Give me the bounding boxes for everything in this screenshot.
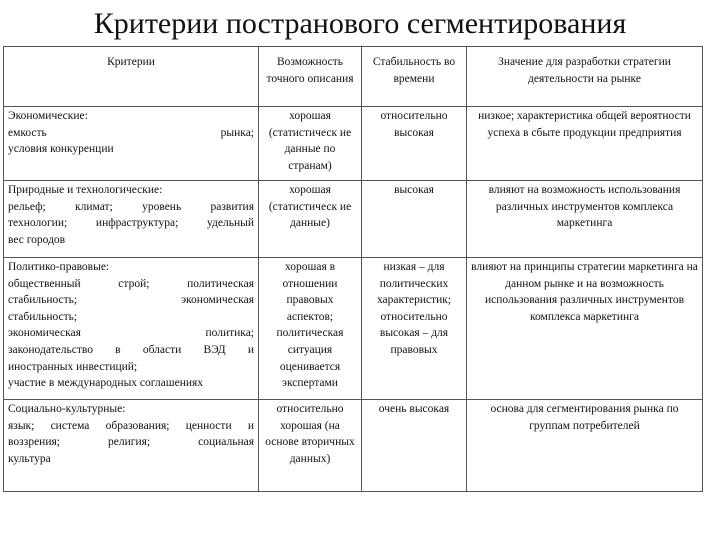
precision-cell: хорошая в отношении правовых аспектов; политическая ситуация оценивается экспертами (259, 258, 362, 400)
significance-cell: основа для сегментирования рынка по группам потребителей (467, 400, 703, 492)
criteria-cell (4, 258, 259, 400)
header-criteria: Критерии (4, 47, 259, 107)
precision-cell: относительно хорошая (на основе вторичных данных) (259, 400, 362, 492)
stability-cell: относительно высокая (362, 107, 467, 181)
criteria-detail-line: законодательство в области ВЭД и (8, 343, 254, 356)
segmentation-criteria-table (3, 46, 703, 492)
criteria-detail-line: стабильность; (8, 310, 78, 323)
table-row (4, 400, 703, 492)
criteria-cell (4, 107, 259, 181)
criteria-cell (4, 181, 259, 258)
criteria-detail-line: экономическая политика; (8, 327, 254, 340)
precision-cell: хорошая (статистическ ие данные) (259, 181, 362, 258)
significance-cell: влияют на возможность использования различных инструментов комплекса маркетинга (467, 181, 703, 258)
criteria-detail-line: культура (8, 452, 51, 465)
table-row (4, 181, 703, 258)
criteria-detail-line: рельеф; климат; уровень развития (8, 200, 254, 213)
criteria-name: Экономические: (8, 110, 88, 122)
criteria-detail-line: условия конкуренции (8, 143, 114, 156)
criteria-detail-line: вес городов (8, 233, 66, 246)
slide-title: Критерии пострaнового сегментирования (93, 7, 627, 40)
criteria-name: Природные и технологические: (8, 184, 163, 196)
table-row (4, 107, 703, 181)
criteria-detail-line: технологии; инфраструктура; удельный (8, 217, 254, 230)
significance-cell: влияют на принципы стратегии маркетинга на данном рынке и на возможность использования различных инструментов комплекса маркетинга (467, 258, 703, 400)
table-row (4, 258, 703, 400)
stability-cell: очень высокая (362, 400, 467, 492)
criteria-detail-line: общественный строй; политическая (8, 277, 254, 290)
criteria-name: Политико-правовые: (8, 261, 110, 273)
stability-cell: низкая – для политических характеристик; относительно высокая – для правовых (362, 258, 467, 400)
criteria-detail-line: язык; система образования; ценности и (8, 419, 254, 432)
header-stability: Стабильность во времени (362, 47, 467, 107)
criteria-detail-line: участие в международных соглашениях (8, 377, 204, 390)
significance-cell: низкое; характеристика общей вероятности успеха в сбыте продукции предприятия (467, 107, 703, 181)
criteria-detail-line: емкость рынка; (8, 126, 254, 139)
header-row (4, 47, 703, 107)
criteria-cell (4, 400, 259, 492)
criteria-detail-line: иностранных инвестиций; (8, 360, 138, 373)
header-precision: Возможность точного описания (259, 47, 362, 107)
header-significance: Значение для разработки стратегии деятельности на рынке (467, 47, 703, 107)
criteria-detail-line: воззрения; религия; социальная (8, 436, 254, 449)
criteria-detail-line: стабильность; экономическая (8, 294, 254, 307)
precision-cell: хорошая (статистическ ие данные по странам) (259, 107, 362, 181)
criteria-name: Социально-культурные: (8, 403, 126, 415)
stability-cell: высокая (362, 181, 467, 258)
